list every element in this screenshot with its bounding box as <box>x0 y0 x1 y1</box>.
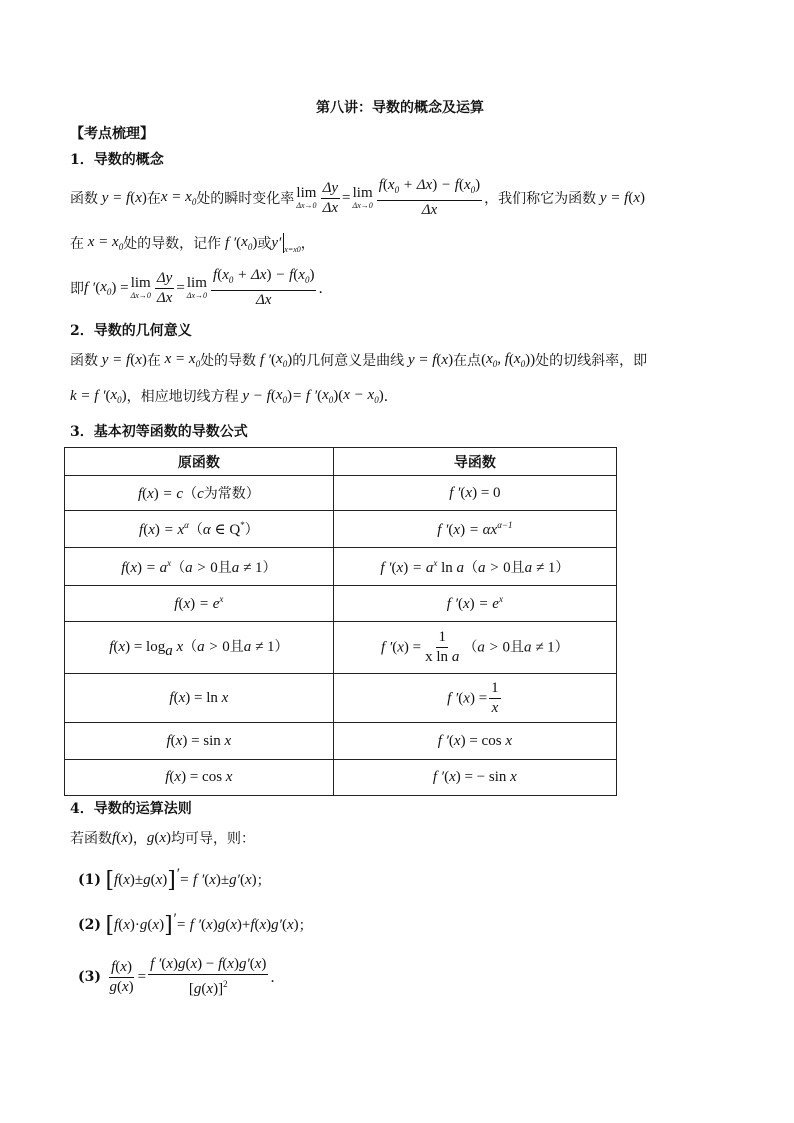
table-row: $f(x) = x^\alpha(\alpha$ ∈ Q*） f $'(x) = \alpha x^{\alpha-1}$ <box>65 511 617 548</box>
section-2-heading: 2．导数的几何意义 <box>70 323 192 339</box>
s1-line-2: 在 $x = x_0$ 处的导数，记作 f ′ ( $x_0$ ) 或 y′ x=x0 ， <box>70 234 315 254</box>
s4-intro: 若函数 f ( x ) ， g ( x ) 均可导，则： <box>70 829 256 847</box>
s1-line-3: 即 f ′ ( $x_0$ ) = lim Δx→0 $\frac{\Delta y}{\Delta x}$ = lim Δx→0 $\frac{f(x_0 + \Delta x) - f(x_0)}{\Delta x}$ ． <box>70 267 333 308</box>
rule-1: (1) [ f ( x ) ± g ( x ) ] ′ = f ′ ( x ) ± g′ ( x ) ； <box>78 866 271 893</box>
rule-2: (2) [ f ( x ) · g ( x ) ] ′ = f ′ ( x ) g ( x ) + f ( x ) g′ ( x ) ； <box>78 911 313 938</box>
col-original-header: 原函数 <box>65 448 334 476</box>
derivative-formula-table <box>64 447 617 796</box>
table-row: f(x) = ln x f ′(x) = $\frac{1}{x}$ <box>65 674 617 723</box>
col-derivative-header: 导函数 <box>333 448 616 476</box>
section-4-heading: 4．导数的运算法则 <box>70 801 192 817</box>
s2-line-2: k = f ′ ( $x_0$ ) ，相应地切线方程 y − f ( $x_0$ ) = f ′ ( $x_0$ )( $x - x_0$ ) ． <box>70 387 398 405</box>
s1-line-1: 函数 y = f ( x ) 在 $x = x_0$ 处的瞬时变化率 lim Δx→0 $\frac{\Delta y}{\Delta x}$ = lim Δx→0 $\frac{f(x_0 + \Delta x) - f(x_0)}{\Delta x}$ ，我们称它为函数 y = f ( x ) <box>70 177 646 218</box>
s2-line-1: 函数 y = f ( x ) 在 $x = x_0$ 处的导数 f ′ ( $x_0$ ) 的几何意义是曲线 y = f ( x ) 在点 ( $x_0$, f ( $x_0$ )) 处的切线斜率，即 <box>70 351 648 369</box>
table-row: f(x) = cos x f ′(x) = − sin x <box>65 760 617 796</box>
table-row: f(x) = c（c为常数） f ′(x) = 0 <box>65 476 617 511</box>
table-row: $f(x) = e^x$ f $'(x) = e^x$ <box>65 586 617 622</box>
table-row: $f(x) = \log_a x(a > 0$且a ≠ 1） f ′(x) = $\frac{1}{\text{x ln a}}$ （a > 0且a ≠ 1） <box>65 622 617 674</box>
table-row: $f(x) = a^x(a > 0$且a ≠ 1） f $'(x) = a^x$ ln a（a > 0且a ≠ 1） <box>65 548 617 586</box>
section-1-heading: 1．导数的概念 <box>70 152 164 168</box>
table-row: f(x) = sin x f ′(x) = cos x <box>65 723 617 760</box>
review-heading: 【考点梳理】 <box>70 126 154 142</box>
rule-3: (3) $\frac{f(x)}{g(x)}$ = $\frac{f '(x)g(x) - f(x)g'(x)}{[g(x)]^2}$ ． <box>78 956 285 997</box>
page-title: 第八讲：导数的概念及运算 <box>316 100 484 116</box>
section-3-heading: 3．基本初等函数的导数公式 <box>70 424 248 440</box>
